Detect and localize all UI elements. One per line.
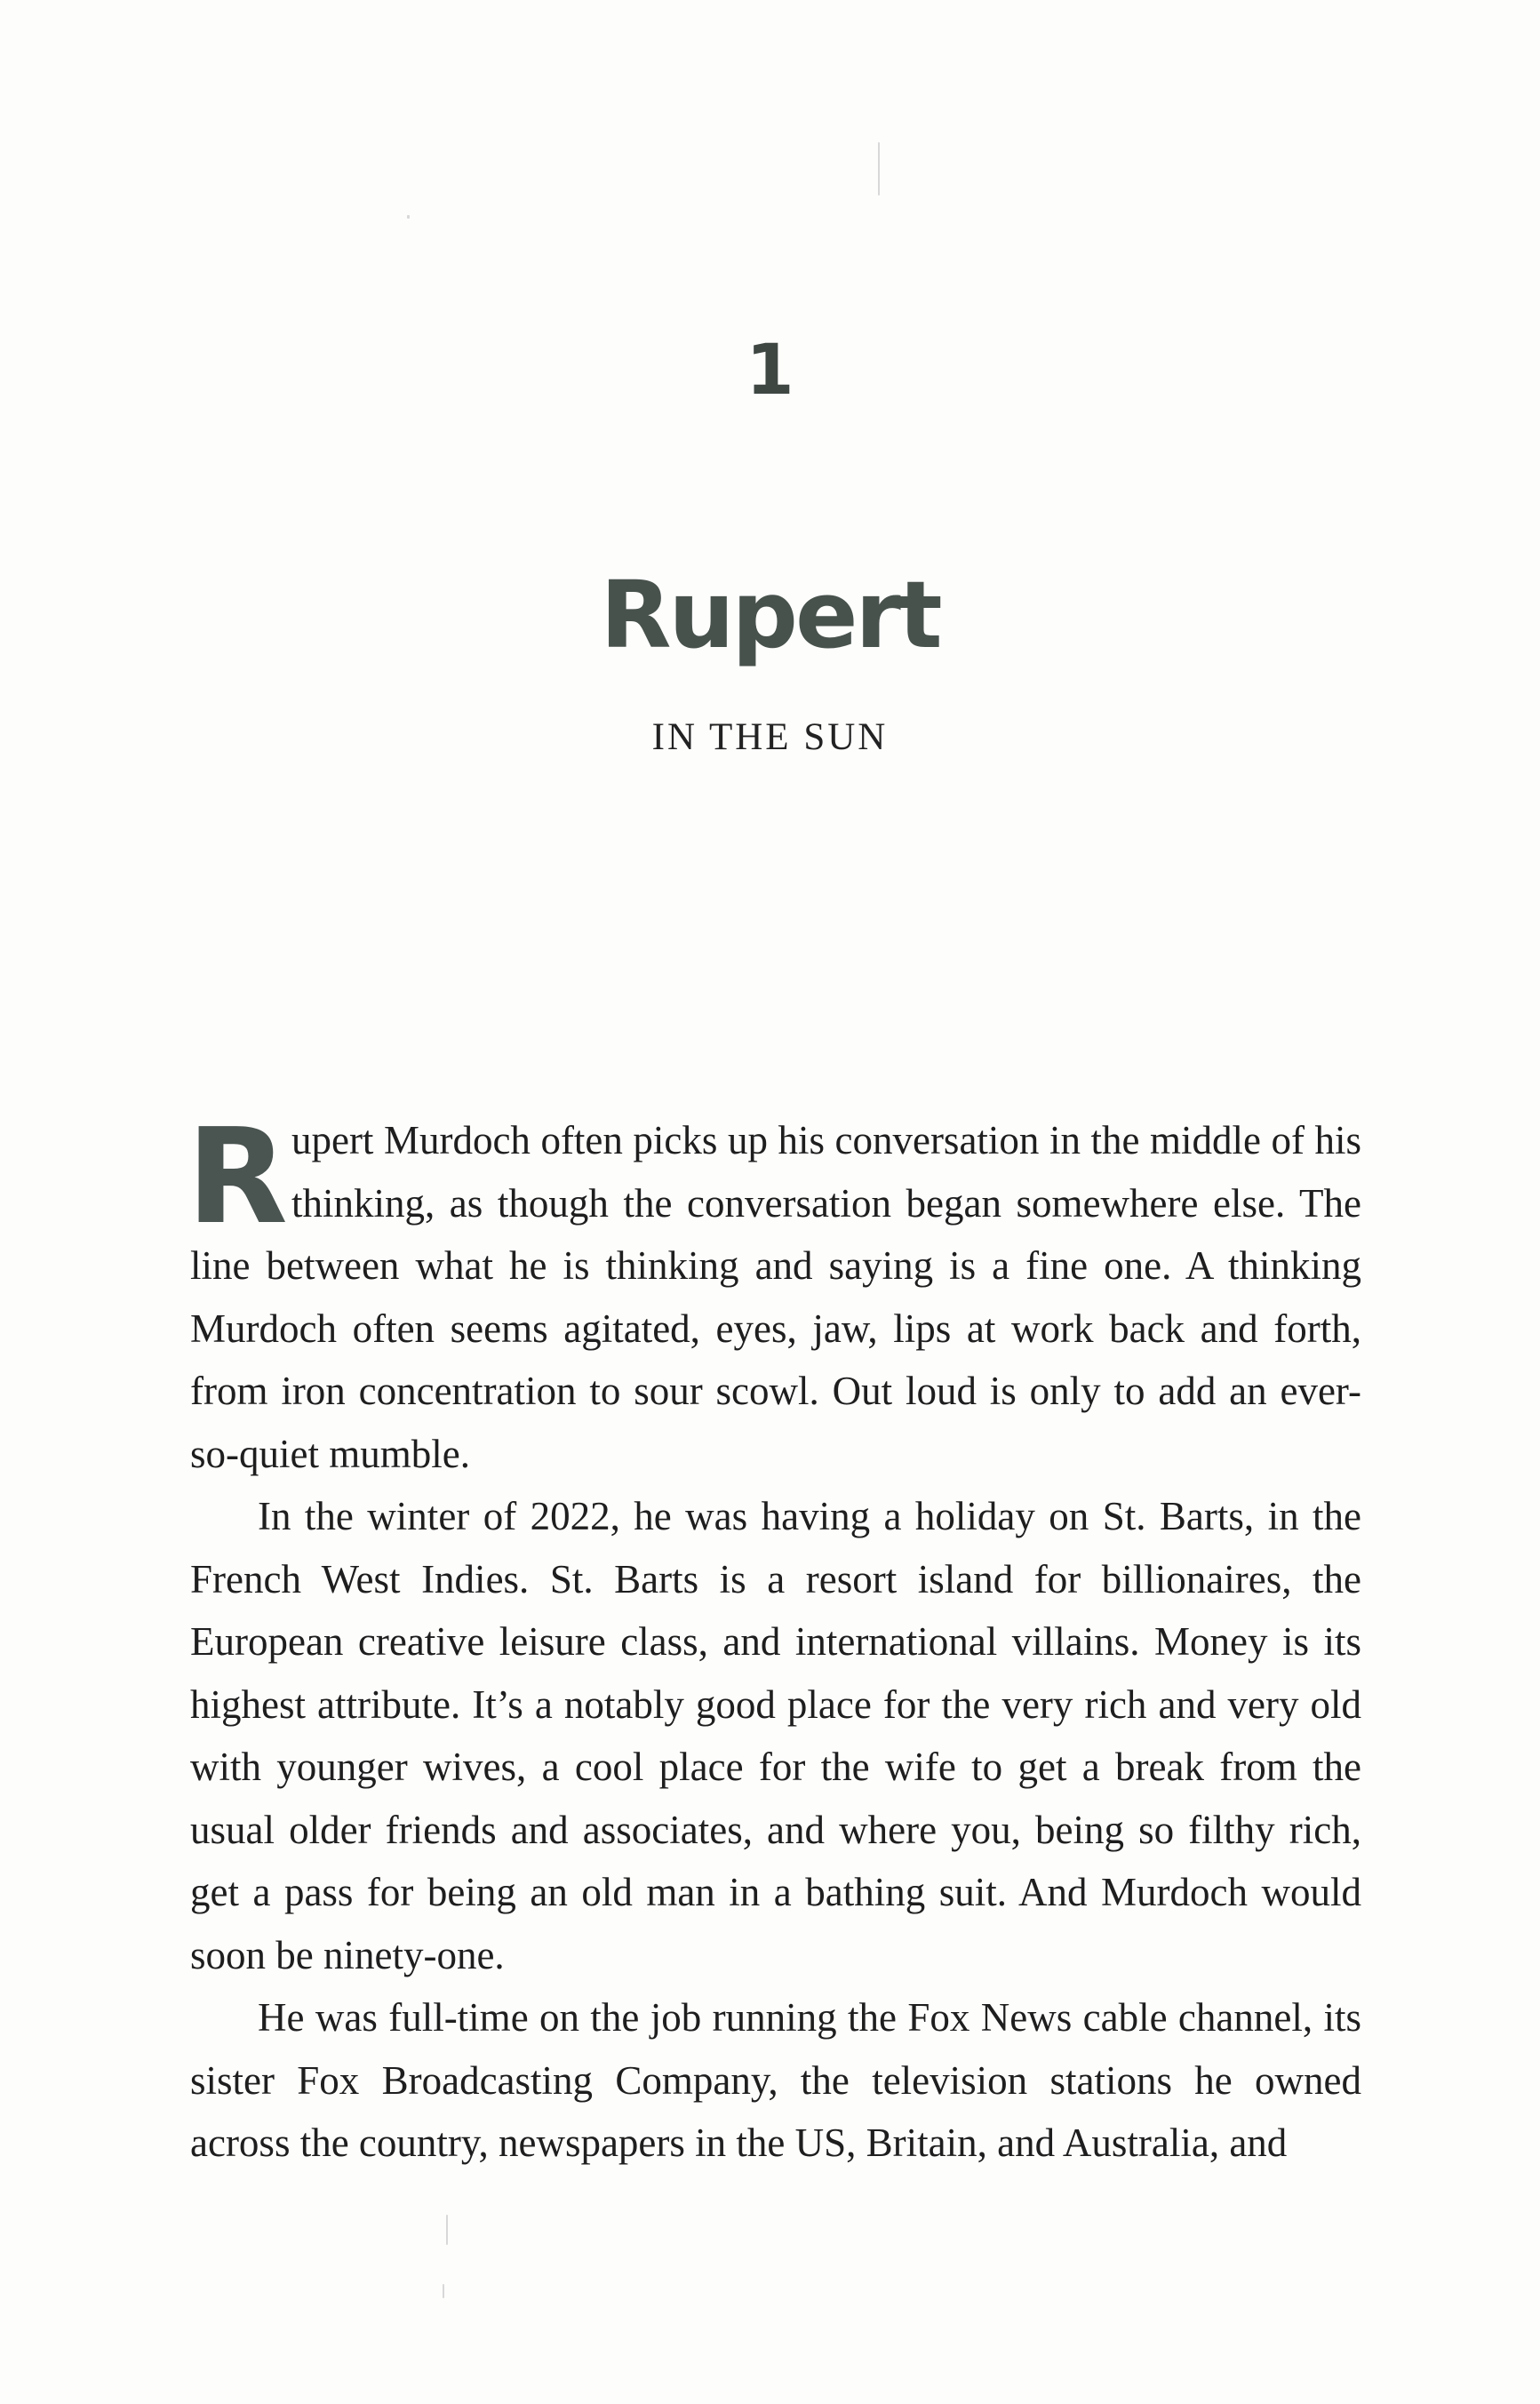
paragraph: He was full-time on the job running the Fox News cable channel, its sister Fox Broadcasting Company, the television stations he owned across the country, newspapers in the US, Britain, and Australia, and (190, 1995, 1361, 2165)
paragraph: In the winter of 2022, he was having a holiday on St. Barts, in the French West Indies. St. Barts is a resort island for billionaires, the European creative leisure class, and international villains. Money is its highest attribute. It’s a notably good place for the very rich and very old with younger wives, a cool place for the wife to get a break from the usual older friends and associates, and where you, being so filthy rich, get a pass for being an old man in a bathing suit. And Murdoch would soon be ninety-one. (190, 1494, 1361, 1977)
scan-speck (407, 215, 410, 219)
chapter-title: Rupert (600, 561, 940, 669)
scan-speck (446, 2215, 448, 2245)
drop-cap: R (187, 1100, 288, 1253)
paragraph (187, 1100, 1361, 1485)
scan-speck (878, 142, 880, 196)
chapter-number: 1 (746, 331, 794, 411)
paragraph-text: upert Murdoch often picks up his conversation in the middle of his thinking, as though the conversation began somewhere else. The line between what he is thinking and saying is a fine one. A thinking Murdoch often seems agitated, eyes, jaw, lips at work back and forth, from iron concentration to sour scowl. Out loud is only to add an ever-so-quiet mumble. (190, 1118, 1361, 1476)
scan-speck (443, 2284, 444, 2298)
chapter-subtitle: IN THE SUN (651, 716, 889, 758)
body-text (187, 1100, 1361, 2175)
